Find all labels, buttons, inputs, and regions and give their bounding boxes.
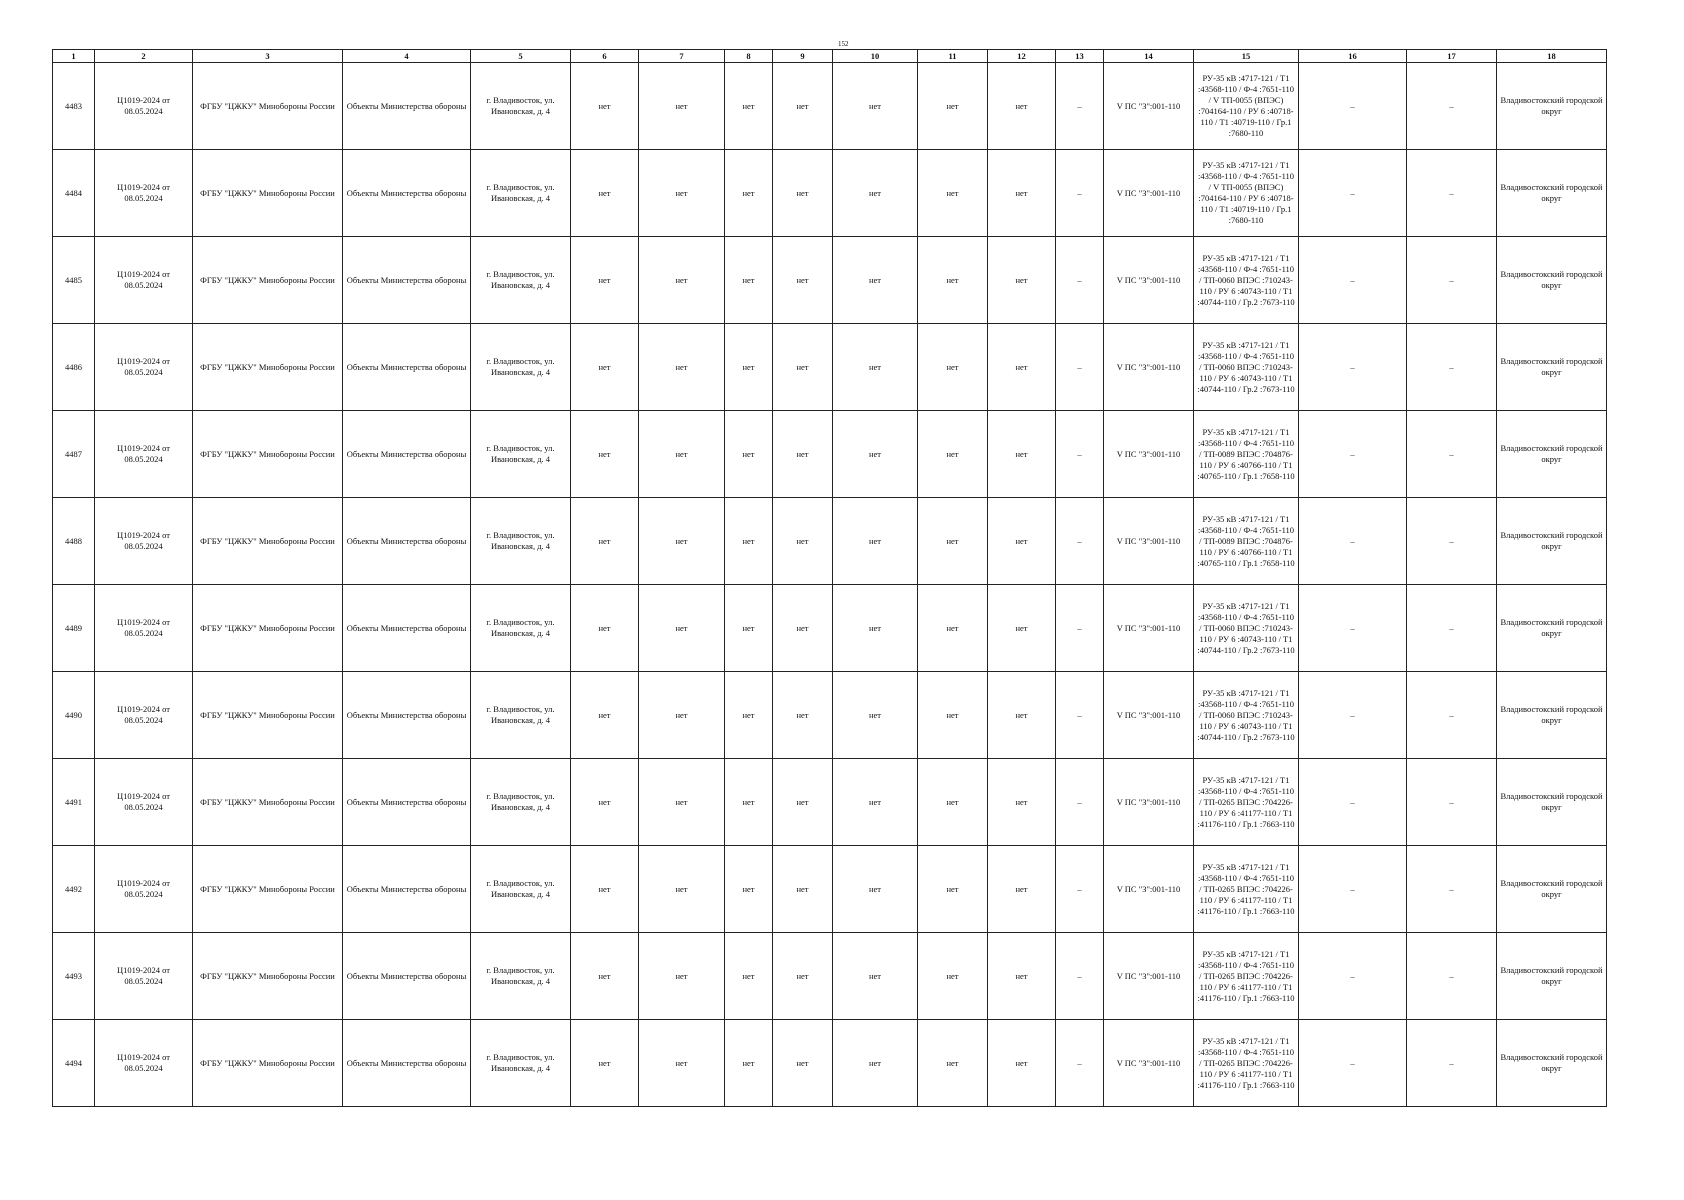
address: г. Владивосток, ул. Ивановская, д. 4 [471, 585, 571, 672]
connection-path: РУ-35 кВ :4717-121 / Т1 :43568-110 / Ф-4 :7651-110 / V ТП-0055 (ВПЭС) :704164-110 / РУ 6 :40718-110 / Т1 :40719-110 / Гр.1 :7680-110 [1194, 150, 1299, 237]
col6-value: нет [571, 672, 639, 759]
object-type: Объекты Министерства обороны [343, 150, 471, 237]
col12-value: нет [988, 324, 1056, 411]
object-type: Объекты Министерства обороны [343, 237, 471, 324]
col8-value: нет [725, 150, 773, 237]
row-number: 4489 [53, 585, 95, 672]
substation: V ПС "З":001-110 [1104, 759, 1194, 846]
connection-path: РУ-35 кВ :4717-121 / Т1 :43568-110 / Ф-4 :7651-110 / ТП-0060 ВПЭС :710243-110 / РУ 6 :40743-110 / Т1 :40744-110 / Гр.2 :7673-110 [1194, 672, 1299, 759]
column-header: 18 [1497, 50, 1607, 63]
col8-value: нет [725, 846, 773, 933]
address: г. Владивосток, ул. Ивановская, д. 4 [471, 150, 571, 237]
col9-value: нет [773, 1020, 833, 1107]
object-type: Объекты Министерства обороны [343, 672, 471, 759]
col11-value: нет [918, 411, 988, 498]
column-header: 17 [1407, 50, 1497, 63]
col11-value: нет [918, 1020, 988, 1107]
applicant: ФГБУ "ЦЖКУ" Минобороны России [193, 846, 343, 933]
col17-value: – [1407, 585, 1497, 672]
col16-value: – [1299, 672, 1407, 759]
col7-value: нет [639, 672, 725, 759]
col13-value: – [1056, 759, 1104, 846]
applicant: ФГБУ "ЦЖКУ" Минобороны России [193, 63, 343, 150]
col11-value: нет [918, 237, 988, 324]
municipality: Владивостокский городской округ [1497, 63, 1607, 150]
col6-value: нет [571, 498, 639, 585]
col8-value: нет [725, 933, 773, 1020]
col9-value: нет [773, 411, 833, 498]
col16-value: – [1299, 933, 1407, 1020]
column-header: 6 [571, 50, 639, 63]
address: г. Владивосток, ул. Ивановская, д. 4 [471, 933, 571, 1020]
col8-value: нет [725, 759, 773, 846]
col13-value: – [1056, 411, 1104, 498]
col7-value: нет [639, 846, 725, 933]
col17-value: – [1407, 846, 1497, 933]
table-row [53, 933, 1607, 1020]
col17-value: – [1407, 498, 1497, 585]
application-number: Ц1019-2024 от 08.05.2024 [95, 324, 193, 411]
col9-value: нет [773, 63, 833, 150]
table-row [53, 150, 1607, 237]
application-number: Ц1019-2024 от 08.05.2024 [95, 672, 193, 759]
substation: V ПС "З":001-110 [1104, 237, 1194, 324]
substation: V ПС "З":001-110 [1104, 498, 1194, 585]
column-header: 2 [95, 50, 193, 63]
col10-value: нет [833, 672, 918, 759]
col16-value: – [1299, 498, 1407, 585]
applicant: ФГБУ "ЦЖКУ" Минобороны России [193, 498, 343, 585]
application-number: Ц1019-2024 от 08.05.2024 [95, 933, 193, 1020]
col16-value: – [1299, 324, 1407, 411]
col16-value: – [1299, 411, 1407, 498]
col11-value: нет [918, 585, 988, 672]
column-header: 3 [193, 50, 343, 63]
col9-value: нет [773, 759, 833, 846]
col12-value: нет [988, 933, 1056, 1020]
col11-value: нет [918, 759, 988, 846]
table-row [53, 237, 1607, 324]
col12-value: нет [988, 759, 1056, 846]
municipality: Владивостокский городской округ [1497, 585, 1607, 672]
application-number: Ц1019-2024 от 08.05.2024 [95, 498, 193, 585]
col12-value: нет [988, 150, 1056, 237]
col7-value: нет [639, 759, 725, 846]
col10-value: нет [833, 237, 918, 324]
col8-value: нет [725, 672, 773, 759]
table-row [53, 411, 1607, 498]
object-type: Объекты Министерства обороны [343, 63, 471, 150]
col9-value: нет [773, 933, 833, 1020]
municipality: Владивостокский городской округ [1497, 324, 1607, 411]
address: г. Владивосток, ул. Ивановская, д. 4 [471, 411, 571, 498]
col8-value: нет [725, 324, 773, 411]
object-type: Объекты Министерства обороны [343, 846, 471, 933]
col13-value: – [1056, 846, 1104, 933]
row-number: 4488 [53, 498, 95, 585]
address: г. Владивосток, ул. Ивановская, д. 4 [471, 324, 571, 411]
table-row [53, 585, 1607, 672]
applicant: ФГБУ "ЦЖКУ" Минобороны России [193, 933, 343, 1020]
col11-value: нет [918, 672, 988, 759]
col13-value: – [1056, 237, 1104, 324]
address: г. Владивосток, ул. Ивановская, д. 4 [471, 237, 571, 324]
row-number: 4491 [53, 759, 95, 846]
object-type: Объекты Министерства обороны [343, 1020, 471, 1107]
table-body [53, 50, 1607, 1107]
col6-value: нет [571, 846, 639, 933]
col6-value: нет [571, 237, 639, 324]
col11-value: нет [918, 846, 988, 933]
application-number: Ц1019-2024 от 08.05.2024 [95, 759, 193, 846]
application-number: Ц1019-2024 от 08.05.2024 [95, 585, 193, 672]
connection-path: РУ-35 кВ :4717-121 / Т1 :43568-110 / Ф-4 :7651-110 / ТП-0265 ВПЭС :704226-110 / РУ 6 :41177-110 / Т1 :41176-110 / Гр.1 :7663-110 [1194, 759, 1299, 846]
column-header: 11 [918, 50, 988, 63]
municipality: Владивостокский городской округ [1497, 672, 1607, 759]
col17-value: – [1407, 63, 1497, 150]
application-number: Ц1019-2024 от 08.05.2024 [95, 150, 193, 237]
col8-value: нет [725, 63, 773, 150]
page-number: 152 [838, 40, 849, 48]
col7-value: нет [639, 1020, 725, 1107]
address: г. Владивосток, ул. Ивановская, д. 4 [471, 759, 571, 846]
row-number: 4493 [53, 933, 95, 1020]
header-row [53, 50, 1607, 63]
connection-path: РУ-35 кВ :4717-121 / Т1 :43568-110 / Ф-4 :7651-110 / ТП-0060 ВПЭС :710243-110 / РУ 6 :40743-110 / Т1 :40744-110 / Гр.2 :7673-110 [1194, 585, 1299, 672]
object-type: Объекты Министерства обороны [343, 759, 471, 846]
col17-value: – [1407, 759, 1497, 846]
row-number: 4487 [53, 411, 95, 498]
col8-value: нет [725, 411, 773, 498]
address: г. Владивосток, ул. Ивановская, д. 4 [471, 672, 571, 759]
object-type: Объекты Министерства обороны [343, 498, 471, 585]
col9-value: нет [773, 237, 833, 324]
substation: V ПС "З":001-110 [1104, 585, 1194, 672]
table-row [53, 759, 1607, 846]
col12-value: нет [988, 237, 1056, 324]
applicant: ФГБУ "ЦЖКУ" Минобороны России [193, 585, 343, 672]
col8-value: нет [725, 585, 773, 672]
col13-value: – [1056, 672, 1104, 759]
col8-value: нет [725, 1020, 773, 1107]
col9-value: нет [773, 324, 833, 411]
col7-value: нет [639, 933, 725, 1020]
col16-value: – [1299, 585, 1407, 672]
connection-path: РУ-35 кВ :4717-121 / Т1 :43568-110 / Ф-4 :7651-110 / ТП-0060 ВПЭС :710243-110 / РУ 6 :40743-110 / Т1 :40744-110 / Гр.2 :7673-110 [1194, 237, 1299, 324]
col10-value: нет [833, 1020, 918, 1107]
col16-value: – [1299, 846, 1407, 933]
substation: V ПС "З":001-110 [1104, 150, 1194, 237]
col9-value: нет [773, 672, 833, 759]
col11-value: нет [918, 324, 988, 411]
col16-value: – [1299, 759, 1407, 846]
row-number: 4485 [53, 237, 95, 324]
col17-value: – [1407, 150, 1497, 237]
column-header: 10 [833, 50, 918, 63]
col10-value: нет [833, 411, 918, 498]
substation: V ПС "З":001-110 [1104, 1020, 1194, 1107]
application-number: Ц1019-2024 от 08.05.2024 [95, 237, 193, 324]
applicant: ФГБУ "ЦЖКУ" Минобороны России [193, 759, 343, 846]
col6-value: нет [571, 150, 639, 237]
col6-value: нет [571, 324, 639, 411]
col9-value: нет [773, 150, 833, 237]
col13-value: – [1056, 63, 1104, 150]
table-row [53, 498, 1607, 585]
substation: V ПС "З":001-110 [1104, 933, 1194, 1020]
col13-value: – [1056, 933, 1104, 1020]
substation: V ПС "З":001-110 [1104, 411, 1194, 498]
connection-path: РУ-35 кВ :4717-121 / Т1 :43568-110 / Ф-4 :7651-110 / ТП-0089 ВПЭС :704876-110 / РУ 6 :40766-110 / Т1 :40765-110 / Гр.1 :7658-110 [1194, 498, 1299, 585]
col10-value: нет [833, 759, 918, 846]
table-row [53, 1020, 1607, 1107]
col7-value: нет [639, 498, 725, 585]
col6-value: нет [571, 1020, 639, 1107]
col7-value: нет [639, 585, 725, 672]
substation: V ПС "З":001-110 [1104, 846, 1194, 933]
col16-value: – [1299, 150, 1407, 237]
row-number: 4492 [53, 846, 95, 933]
col16-value: – [1299, 237, 1407, 324]
column-header: 7 [639, 50, 725, 63]
substation: V ПС "З":001-110 [1104, 63, 1194, 150]
table-row [53, 324, 1607, 411]
municipality: Владивостокский городской округ [1497, 237, 1607, 324]
col10-value: нет [833, 585, 918, 672]
applicant: ФГБУ "ЦЖКУ" Минобороны России [193, 1020, 343, 1107]
applicant: ФГБУ "ЦЖКУ" Минобороны России [193, 150, 343, 237]
table-row [53, 63, 1607, 150]
column-header: 12 [988, 50, 1056, 63]
address: г. Владивосток, ул. Ивановская, д. 4 [471, 63, 571, 150]
col11-value: нет [918, 150, 988, 237]
connection-path: РУ-35 кВ :4717-121 / Т1 :43568-110 / Ф-4 :7651-110 / ТП-0265 ВПЭС :704226-110 / РУ 6 :41177-110 / Т1 :41176-110 / Гр.1 :7663-110 [1194, 846, 1299, 933]
col12-value: нет [988, 585, 1056, 672]
municipality: Владивостокский городской округ [1497, 933, 1607, 1020]
col13-value: – [1056, 324, 1104, 411]
applicant: ФГБУ "ЦЖКУ" Минобороны России [193, 324, 343, 411]
col12-value: нет [988, 672, 1056, 759]
registry-table [52, 49, 1607, 1107]
application-number: Ц1019-2024 от 08.05.2024 [95, 1020, 193, 1107]
address: г. Владивосток, ул. Ивановская, д. 4 [471, 1020, 571, 1107]
column-header: 1 [53, 50, 95, 63]
col12-value: нет [988, 1020, 1056, 1107]
row-number: 4484 [53, 150, 95, 237]
col7-value: нет [639, 411, 725, 498]
col13-value: – [1056, 585, 1104, 672]
row-number: 4490 [53, 672, 95, 759]
object-type: Объекты Министерства обороны [343, 324, 471, 411]
col6-value: нет [571, 411, 639, 498]
col17-value: – [1407, 933, 1497, 1020]
application-number: Ц1019-2024 от 08.05.2024 [95, 411, 193, 498]
col10-value: нет [833, 933, 918, 1020]
col7-value: нет [639, 63, 725, 150]
col13-value: – [1056, 150, 1104, 237]
row-number: 4486 [53, 324, 95, 411]
col16-value: – [1299, 63, 1407, 150]
connection-path: РУ-35 кВ :4717-121 / Т1 :43568-110 / Ф-4 :7651-110 / V ТП-0055 (ВПЭС) :704164-110 / РУ 6 :40718-110 / Т1 :40719-110 / Гр.1 :7680-110 [1194, 63, 1299, 150]
connection-path: РУ-35 кВ :4717-121 / Т1 :43568-110 / Ф-4 :7651-110 / ТП-0060 ВПЭС :710243-110 / РУ 6 :40743-110 / Т1 :40744-110 / Гр.2 :7673-110 [1194, 324, 1299, 411]
col11-value: нет [918, 498, 988, 585]
column-header: 4 [343, 50, 471, 63]
object-type: Объекты Министерства обороны [343, 933, 471, 1020]
col9-value: нет [773, 498, 833, 585]
col10-value: нет [833, 498, 918, 585]
connection-path: РУ-35 кВ :4717-121 / Т1 :43568-110 / Ф-4 :7651-110 / ТП-0265 ВПЭС :704226-110 / РУ 6 :41177-110 / Т1 :41176-110 / Гр.1 :7663-110 [1194, 933, 1299, 1020]
col13-value: – [1056, 1020, 1104, 1107]
municipality: Владивостокский городской округ [1497, 846, 1607, 933]
col10-value: нет [833, 150, 918, 237]
col7-value: нет [639, 237, 725, 324]
col12-value: нет [988, 63, 1056, 150]
column-header: 14 [1104, 50, 1194, 63]
col8-value: нет [725, 237, 773, 324]
col17-value: – [1407, 237, 1497, 324]
col9-value: нет [773, 846, 833, 933]
col6-value: нет [571, 759, 639, 846]
substation: V ПС "З":001-110 [1104, 324, 1194, 411]
row-number: 4494 [53, 1020, 95, 1107]
column-header: 9 [773, 50, 833, 63]
column-header: 8 [725, 50, 773, 63]
connection-path: РУ-35 кВ :4717-121 / Т1 :43568-110 / Ф-4 :7651-110 / ТП-0265 ВПЭС :704226-110 / РУ 6 :41177-110 / Т1 :41176-110 / Гр.1 :7663-110 [1194, 1020, 1299, 1107]
col12-value: нет [988, 846, 1056, 933]
column-header: 15 [1194, 50, 1299, 63]
col17-value: – [1407, 324, 1497, 411]
col17-value: – [1407, 411, 1497, 498]
municipality: Владивостокский городской округ [1497, 1020, 1607, 1107]
municipality: Владивостокский городской округ [1497, 759, 1607, 846]
address: г. Владивосток, ул. Ивановская, д. 4 [471, 498, 571, 585]
application-number: Ц1019-2024 от 08.05.2024 [95, 63, 193, 150]
col11-value: нет [918, 933, 988, 1020]
column-header: 5 [471, 50, 571, 63]
col10-value: нет [833, 63, 918, 150]
table-row [53, 846, 1607, 933]
col12-value: нет [988, 498, 1056, 585]
municipality: Владивостокский городской округ [1497, 498, 1607, 585]
applicant: ФГБУ "ЦЖКУ" Минобороны России [193, 237, 343, 324]
col12-value: нет [988, 411, 1056, 498]
object-type: Объекты Министерства обороны [343, 585, 471, 672]
col10-value: нет [833, 324, 918, 411]
row-number: 4483 [53, 63, 95, 150]
col17-value: – [1407, 672, 1497, 759]
municipality: Владивостокский городской округ [1497, 150, 1607, 237]
applicant: ФГБУ "ЦЖКУ" Минобороны России [193, 672, 343, 759]
connection-path: РУ-35 кВ :4717-121 / Т1 :43568-110 / Ф-4 :7651-110 / ТП-0089 ВПЭС :704876-110 / РУ 6 :40766-110 / Т1 :40765-110 / Гр.1 :7658-110 [1194, 411, 1299, 498]
col9-value: нет [773, 585, 833, 672]
column-header: 16 [1299, 50, 1407, 63]
col6-value: нет [571, 63, 639, 150]
col8-value: нет [725, 498, 773, 585]
col10-value: нет [833, 846, 918, 933]
applicant: ФГБУ "ЦЖКУ" Минобороны России [193, 411, 343, 498]
col7-value: нет [639, 324, 725, 411]
substation: V ПС "З":001-110 [1104, 672, 1194, 759]
municipality: Владивостокский городской округ [1497, 411, 1607, 498]
object-type: Объекты Министерства обороны [343, 411, 471, 498]
col7-value: нет [639, 150, 725, 237]
table-row [53, 672, 1607, 759]
application-number: Ц1019-2024 от 08.05.2024 [95, 846, 193, 933]
col13-value: – [1056, 498, 1104, 585]
col6-value: нет [571, 933, 639, 1020]
col16-value: – [1299, 1020, 1407, 1107]
address: г. Владивосток, ул. Ивановская, д. 4 [471, 846, 571, 933]
col11-value: нет [918, 63, 988, 150]
col17-value: – [1407, 1020, 1497, 1107]
column-header: 13 [1056, 50, 1104, 63]
col6-value: нет [571, 585, 639, 672]
